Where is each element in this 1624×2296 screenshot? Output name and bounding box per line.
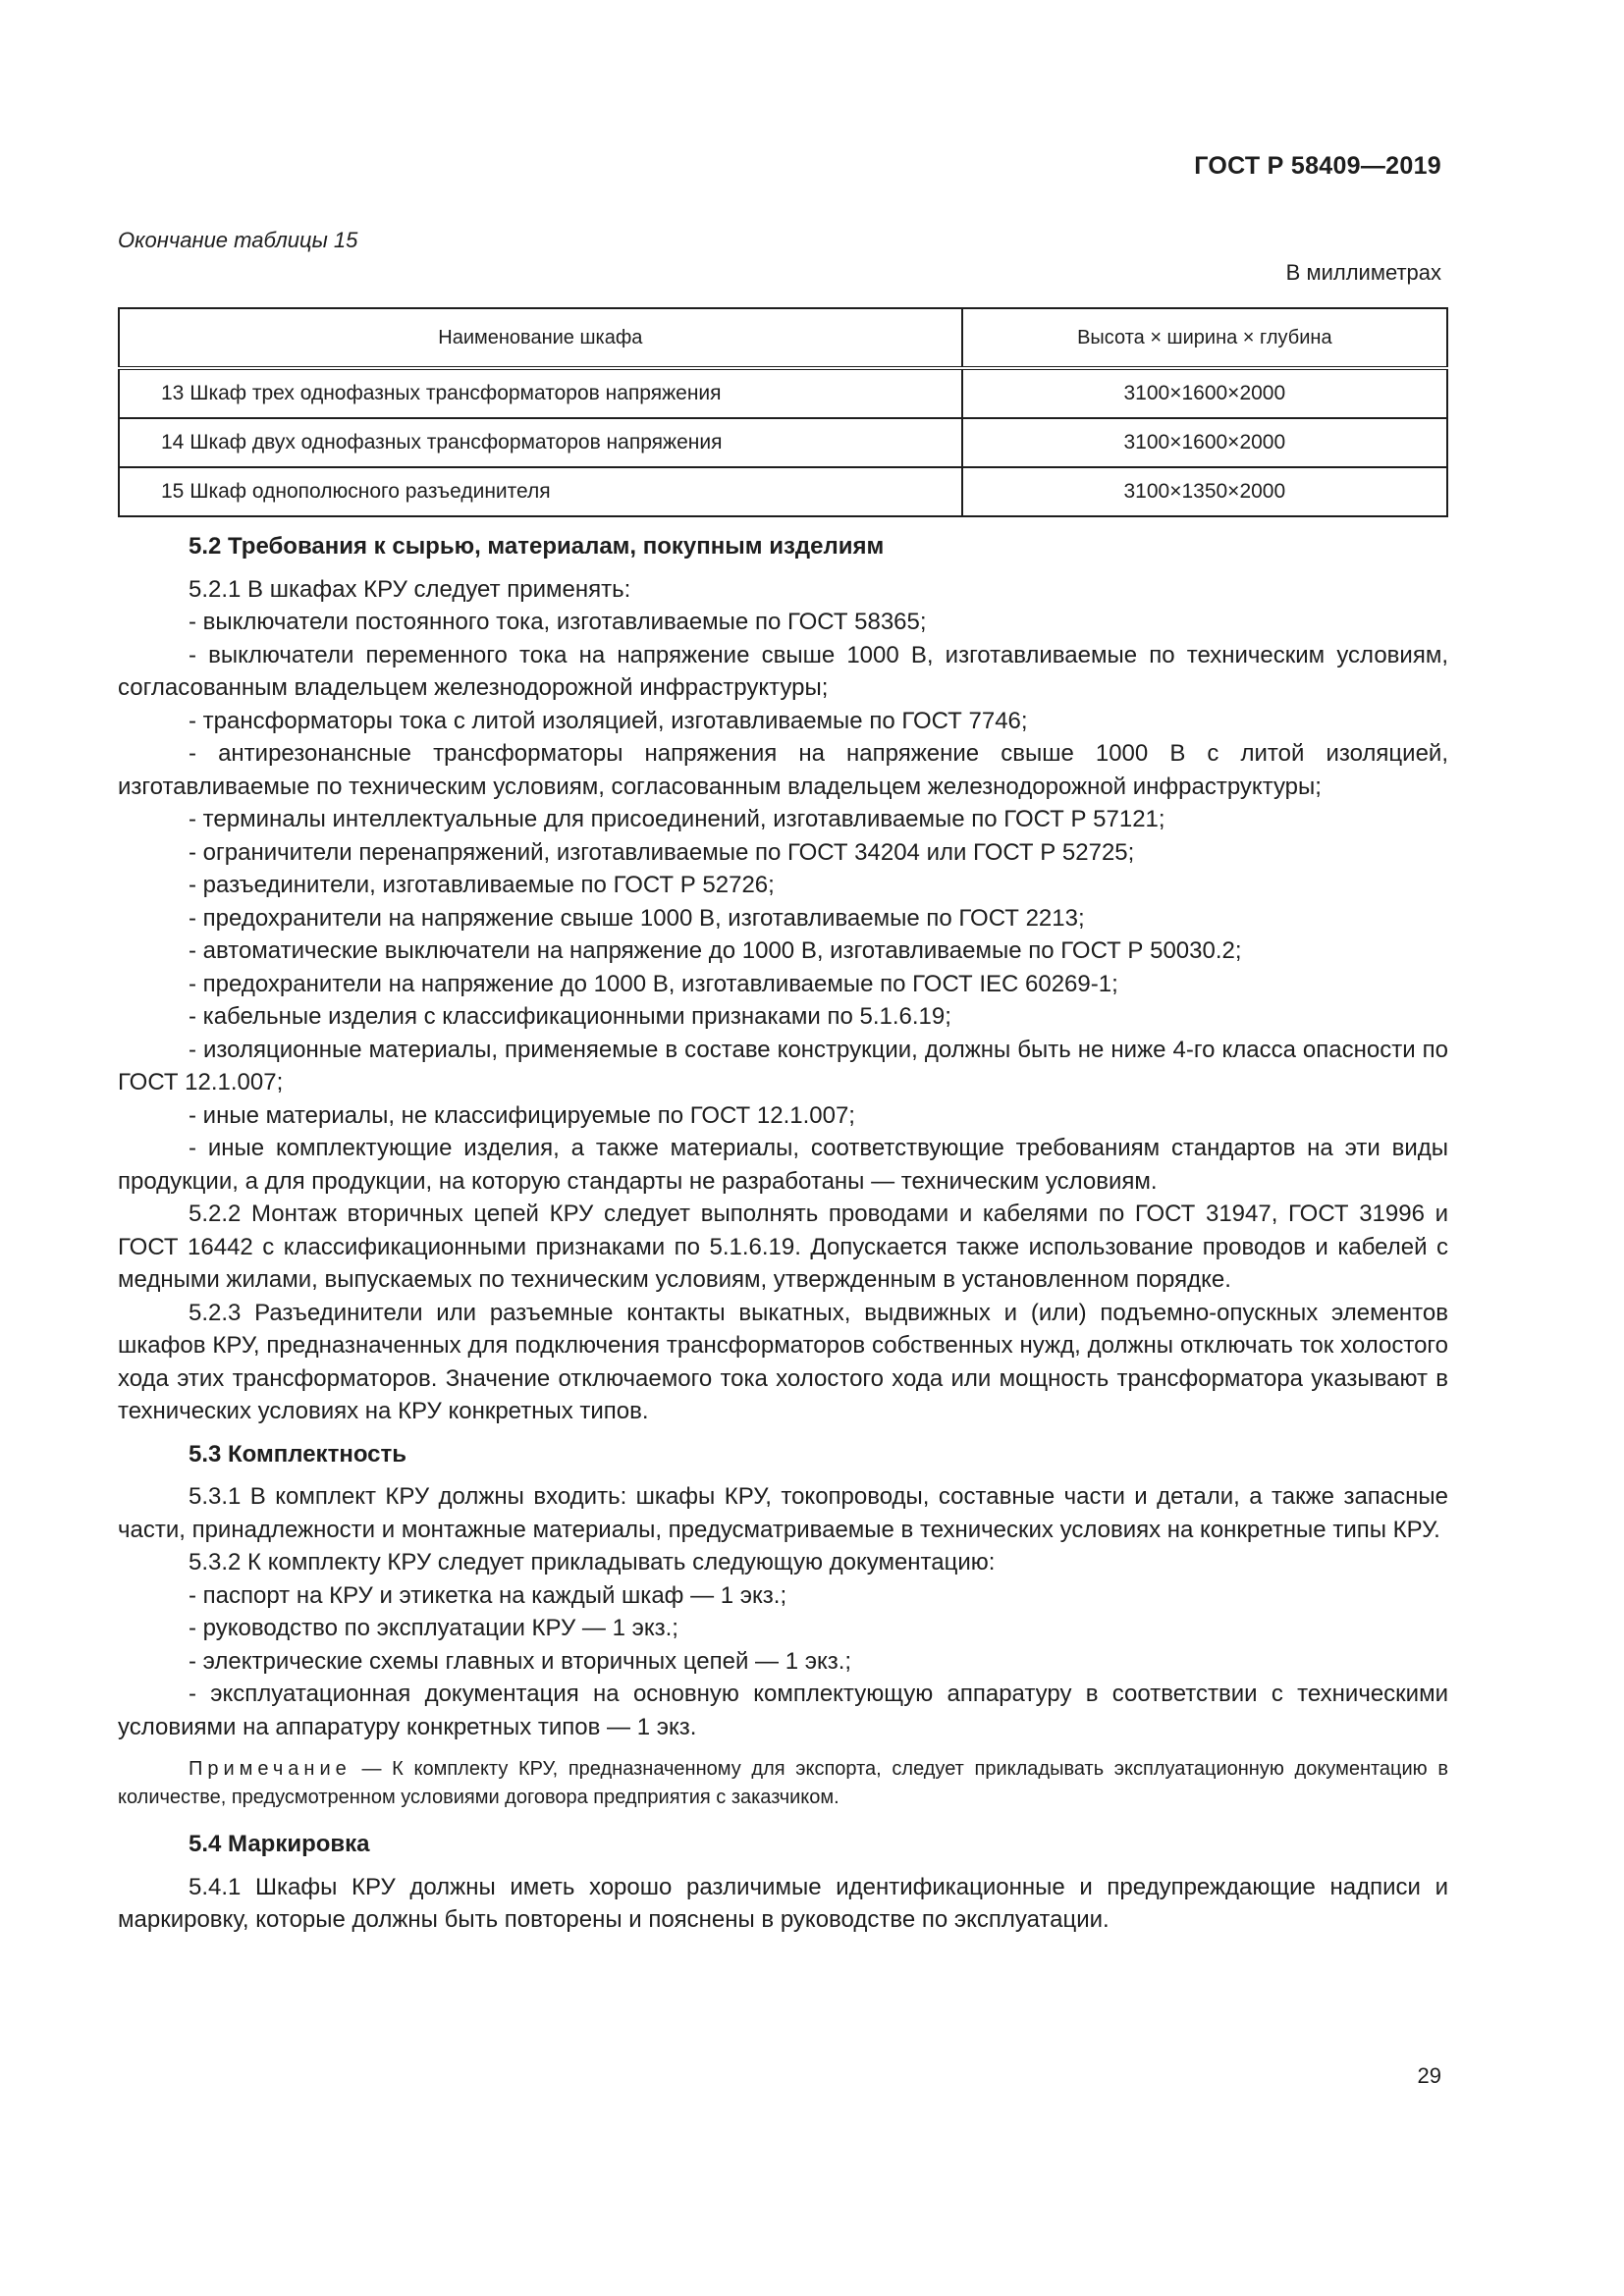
list-item: - автоматические выключатели на напряжение до 1000 В, изготавливаемые по ГОСТ Р 50030.2; bbox=[189, 937, 1242, 964]
note-paragraph bbox=[118, 1755, 1448, 1812]
paragraph-5-3-2: 5.3.2 К комплекту КРУ следует прикладывать следующую документацию: bbox=[189, 1549, 996, 1575]
list-item: - руководство по эксплуатации КРУ — 1 экз.; bbox=[189, 1615, 678, 1641]
cabinet-size-cell: 3100×1600×2000 bbox=[962, 418, 1447, 467]
section-heading-5-3: 5.3 Комплектность bbox=[189, 1440, 407, 1468]
list-item: - предохранители на напряжение свыше 1000 В, изготавливаемые по ГОСТ 2213; bbox=[189, 904, 1085, 932]
body-text bbox=[118, 530, 1448, 1937]
column-header-size: Высота × ширина × глубина bbox=[962, 308, 1447, 368]
list-item: - выключатели переменного тока на напряжение свыше 1000 В, изготавливаемые по техническим условиям, согласованным владельцем железнодорожной инфраструктуры; bbox=[118, 641, 1448, 701]
table-row bbox=[119, 467, 1447, 516]
list-item: - терминалы интеллектуальные для присоединений, изготавливаемые по ГОСТ Р 57121; bbox=[189, 806, 1165, 832]
list-item: - электрические схемы главных и вторичных цепей — 1 экз.; bbox=[189, 1647, 852, 1675]
table-units: В миллиметрах bbox=[1285, 260, 1441, 285]
list-item: - иные материалы, не классифицируемые по ГОСТ 12.1.007; bbox=[189, 1101, 855, 1129]
list-item: - разъединители, изготавливаемые по ГОСТ Р 52726; bbox=[189, 872, 775, 898]
paragraph-5-2-1: 5.2.1 В шкафах КРУ следует применять: bbox=[189, 575, 631, 603]
list-item: - иные комплектующие изделия, а также материалы, соответствующие требованиям стандартов на эти виды продукции, а для продукции, на которую стандарты не разработаны — техническим условиям. bbox=[118, 1135, 1448, 1195]
section-heading-5-2: 5.2 Требования к сырью, материалам, покупным изделиям bbox=[189, 533, 885, 560]
note-label: Примечание bbox=[189, 1758, 352, 1780]
table-row bbox=[119, 418, 1447, 467]
cabinet-size-cell: 3100×1600×2000 bbox=[962, 368, 1447, 418]
column-header-name: Наименование шкафа bbox=[119, 308, 962, 368]
list-item: - изоляционные материалы, применяемые в составе конструкции, должны быть не ниже 4-го класса опасности по ГОСТ 12.1.007; bbox=[118, 1036, 1448, 1095]
section-heading-5-4: 5.4 Маркировка bbox=[189, 1831, 370, 1857]
cabinet-size-cell: 3100×1350×2000 bbox=[962, 467, 1447, 516]
note-text: — К комплекту КРУ, предназначенному для экспорта, следует прикладывать эксплуатационную документацию в количестве, предусмотренном условиями договора предприятия с заказчиком. bbox=[118, 1758, 1448, 1808]
table-header-row bbox=[119, 308, 1447, 368]
list-item: - паспорт на КРУ и этикетка на каждый шкаф — 1 экз.; bbox=[189, 1581, 787, 1609]
paragraph-5-2-3: 5.2.3 Разъединители или разъемные контакты выкатных, выдвижных и (или) подъемно-опускных элементов шкафов КРУ, предназначенных для подключения трансформаторов собственных нужд, должны отключать ток холостого хода этих трансформаторов. Значение отключаемого тока холостого хода или мощность трансформатора указывают в технических условиях на КРУ конкретных типов. bbox=[118, 1299, 1448, 1424]
cabinet-dimensions-table bbox=[118, 307, 1448, 517]
list-item: - ограничители перенапряжений, изготавливаемые по ГОСТ 34204 или ГОСТ Р 52725; bbox=[189, 838, 1135, 866]
cabinet-name-cell: 15 Шкаф однополюсного разъединителя bbox=[119, 467, 962, 516]
list-item: - антирезонансные трансформаторы напряжения на напряжение свыше 1000 В с литой изоляцией, изготавливаемые по техническим условиям, согласованным владельцем железнодорожной инфраструктуры; bbox=[118, 740, 1448, 800]
paragraph-5-4-1: 5.4.1 Шкафы КРУ должны иметь хорошо различимые идентификационные и предупреждающие надписи и маркировку, которые должны быть повторены и пояснены в руководстве по эксплуатации. bbox=[118, 1873, 1448, 1933]
page-number: 29 bbox=[1417, 2063, 1441, 2088]
standard-id: ГОСТ Р 58409—2019 bbox=[1194, 152, 1441, 180]
table-caption: Окончание таблицы 15 bbox=[118, 228, 358, 252]
list-item: - предохранители на напряжение до 1000 В, изготавливаемые по ГОСТ IEC 60269-1; bbox=[189, 970, 1118, 997]
list-item: - трансформаторы тока с литой изоляцией, изготавливаемые по ГОСТ 7746; bbox=[189, 707, 1028, 734]
list-item: - выключатели постоянного тока, изготавливаемые по ГОСТ 58365; bbox=[189, 609, 927, 635]
cabinet-name-cell: 14 Шкаф двух однофазных трансформаторов напряжения bbox=[119, 418, 962, 467]
paragraph-5-3-1: 5.3.1 В комплект КРУ должны входить: шкафы КРУ, токопроводы, составные части и детали, а также запасные части, принадлежности и монтажные материалы, предусматриваемые в технических условиях на конкретные типы КРУ. bbox=[118, 1483, 1448, 1543]
list-item: - эксплуатационная документация на основную комплектующую аппаратуру в соответствии с техническими условиями на аппаратуру конкретных типов — 1 экз. bbox=[118, 1681, 1448, 1740]
cabinet-name-cell: 13 Шкаф трех однофазных трансформаторов напряжения bbox=[119, 368, 962, 418]
list-item: - кабельные изделия с классификационными признаками по 5.1.6.19; bbox=[189, 1003, 951, 1030]
paragraph-5-2-2: 5.2.2 Монтаж вторичных цепей КРУ следует выполнять проводами и кабелями по ГОСТ 31947, ГОСТ 31996 и ГОСТ 16442 с классификационными признаками по 5.1.6.19. Допускается также использование проводов и кабелей с медными жилами, выпускаемых по техническим условиям, утвержденным в установленном порядке. bbox=[118, 1201, 1448, 1293]
table-row bbox=[119, 368, 1447, 418]
